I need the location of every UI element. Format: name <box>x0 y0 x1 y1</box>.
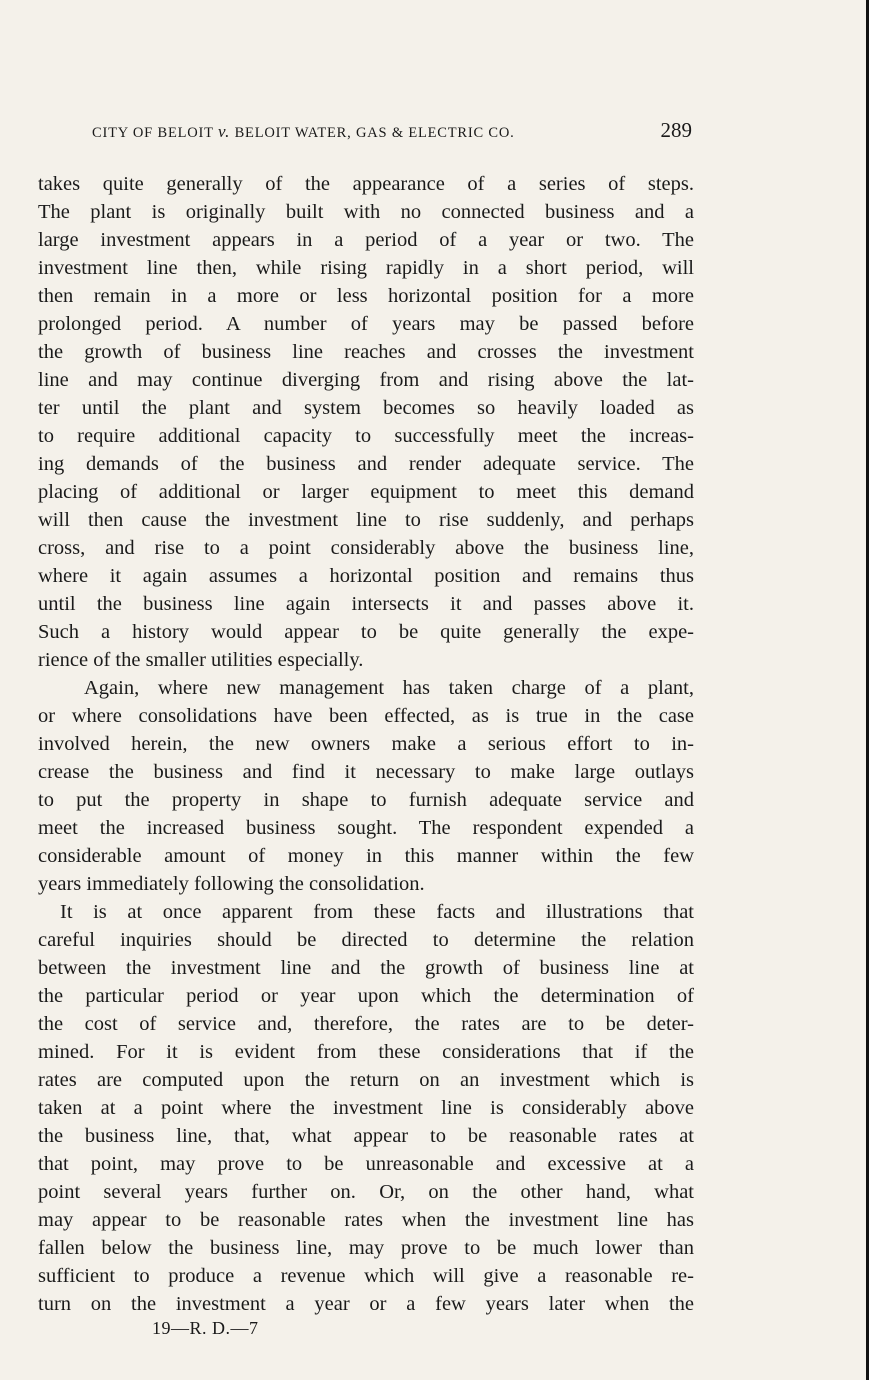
running-head-party1: CITY OF BELOIT <box>92 125 214 141</box>
text-line: crease the business and find it necessary to make large outlays <box>38 761 694 783</box>
text-line: involved herein, the new owners make a serious effort to in- <box>38 733 694 755</box>
text-line: the growth of business line reaches and crosses the investment <box>38 341 694 363</box>
text-line: may appear to be reasonable rates when the investment line has <box>38 1209 694 1231</box>
text-line: rience of the smaller utilities especially. <box>38 649 364 671</box>
text-line: until the business line again intersects it and passes above it. <box>38 593 694 615</box>
text-line: turn on the investment a year or a few years later when the <box>38 1293 694 1315</box>
text-line: then remain in a more or less horizontal position for a more <box>38 285 694 307</box>
text-line: sufficient to produce a revenue which will give a reasonable re- <box>38 1265 694 1287</box>
text-line: point several years further on. Or, on the other hand, what <box>38 1181 694 1203</box>
text-line: between the investment line and the growth of business line at <box>38 957 694 979</box>
text-line: fallen below the business line, may prove to be much lower than <box>38 1237 694 1259</box>
text-line: The plant is originally built with no connected business and a <box>38 201 694 223</box>
paragraph-3 <box>38 898 694 1318</box>
page-number: 289 <box>660 118 692 142</box>
text-line: Again, where new management has taken charge of a plant, <box>84 677 694 699</box>
running-head-versus: v. <box>218 122 231 141</box>
text-line: placing of additional or larger equipment to meet this demand <box>38 481 694 503</box>
text-line: where it again assumes a horizontal position and remains thus <box>38 565 694 587</box>
text-line: rates are computed upon the return on an investment which is <box>38 1069 694 1091</box>
text-line: mined. For it is evident from these considerations that if the <box>38 1041 694 1063</box>
text-line: or where consolidations have been effected, as is true in the case <box>38 705 694 727</box>
text-line: careful inquiries should be directed to determine the relation <box>38 929 694 951</box>
text-line: to put the property in shape to furnish adequate service and <box>38 789 694 811</box>
text-line: line and may continue diverging from and rising above the lat- <box>38 369 694 391</box>
text-line: Such a history would appear to be quite generally the expe- <box>38 621 694 643</box>
paragraph-2 <box>38 674 694 898</box>
running-head-party2: BELOIT WATER, GAS & ELECTRIC CO. <box>234 125 515 141</box>
text-line: ing demands of the business and render adequate service. The <box>38 453 694 475</box>
text-line: that point, may prove to be unreasonable and excessive at a <box>38 1153 694 1175</box>
text-line: large investment appears in a period of a year or two. The <box>38 229 694 251</box>
text-line: takes quite generally of the appearance of a series of steps. <box>38 173 694 195</box>
text-line: It is at once apparent from these facts and illustrations that <box>60 901 694 923</box>
page-header <box>92 118 695 148</box>
text-line: to require additional capacity to successfully meet the increas- <box>38 425 694 447</box>
text-line: the business line, that, what appear to be reasonable rates at <box>38 1125 694 1147</box>
text-line: years immediately following the consolidation. <box>38 873 425 895</box>
text-line: cross, and rise to a point considerably above the business line, <box>38 537 694 559</box>
paragraph-1 <box>38 170 694 674</box>
text-line: the particular period or year upon which the determination of <box>38 985 694 1007</box>
text-line: ter until the plant and system becomes so heavily loaded as <box>38 397 694 419</box>
text-line: investment line then, while rising rapidly in a short period, will <box>38 257 694 279</box>
signature-mark: 19—R. D.—7 <box>152 1318 259 1338</box>
text-line: taken at a point where the investment line is considerably above <box>38 1097 694 1119</box>
text-line: prolonged period. A number of years may be passed before <box>38 313 694 335</box>
body-text <box>38 170 694 1318</box>
text-line: meet the increased business sought. The respondent expended a <box>38 817 694 839</box>
text-line: the cost of service and, therefore, the rates are to be deter- <box>38 1013 694 1035</box>
text-line: will then cause the investment line to rise suddenly, and perhaps <box>38 509 694 531</box>
text-line: considerable amount of money in this manner within the few <box>38 845 694 867</box>
running-head <box>92 122 515 142</box>
